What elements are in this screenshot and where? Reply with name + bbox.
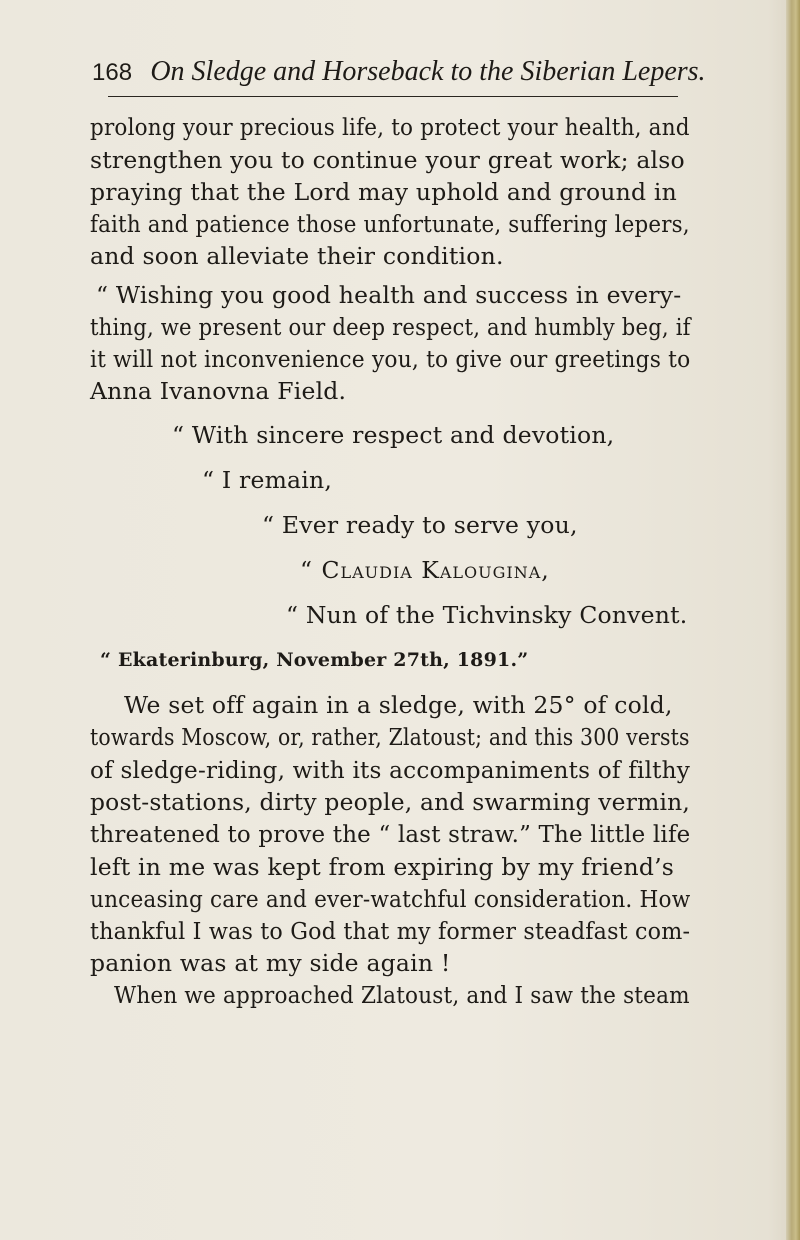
text-line: towards Moscow, or, rather, Zlatoust; and this 300 versts <box>90 723 690 751</box>
text-line: unceasing care and ever-watchful consideration. How <box>90 885 691 913</box>
text-line: praying that the Lord may uphold and ground in <box>90 178 677 206</box>
text-line: panion was at my side again ! <box>90 949 451 977</box>
closing-line: “ With sincere respect and devotion, <box>172 421 615 449</box>
text-line: threatened to prove the “ last straw.” The little life <box>90 820 691 848</box>
header-rule <box>108 96 678 97</box>
text-line: thankful I was to God that my former steadfast com- <box>90 917 691 945</box>
text-line: and soon alleviate their condition. <box>90 242 504 270</box>
signature-title: “ Nun of the Tichvinsky Convent. <box>286 601 688 629</box>
text-line: When we approached Zlatoust, and I saw the steam <box>114 981 690 1009</box>
text-line: post-stations, dirty people, and swarming vermin, <box>90 788 691 816</box>
text-line: strengthen you to continue your great work; also <box>90 146 685 174</box>
dateline: “ Ekaterinburg, November 27th, 1891.” <box>100 649 529 671</box>
text-line: of sledge-riding, with its accompaniments of filthy <box>90 756 691 784</box>
text-line: prolong your precious life, to protect your health, and <box>90 113 690 141</box>
page-edge <box>786 0 800 1240</box>
running-title: On Sledge and Horseback to the Siberian Lepers. <box>150 56 706 87</box>
text-line: faith and patience those unfortunate, suffering lepers, <box>90 210 690 238</box>
closing-line: “ Ever ready to serve you, <box>262 511 578 539</box>
text-line: left in me was kept from expiring by my friend’s <box>90 853 675 881</box>
text-line: thing, we present our deep respect, and humbly beg, if <box>90 313 691 341</box>
closing-line: “ I remain, <box>202 466 332 494</box>
page-number: 168 <box>92 59 133 86</box>
text-line: it will not inconvenience you, to give our greetings to <box>90 345 691 373</box>
text-line: “ Wishing you good health and success in every- <box>96 281 682 309</box>
text-line: Anna Ivanovna Field. <box>90 377 347 405</box>
page-header <box>92 56 706 96</box>
text-line: We set off again in a sledge, with 25° of cold, <box>124 691 673 719</box>
signature-name: “ Claudia Kalougina, <box>300 556 550 584</box>
